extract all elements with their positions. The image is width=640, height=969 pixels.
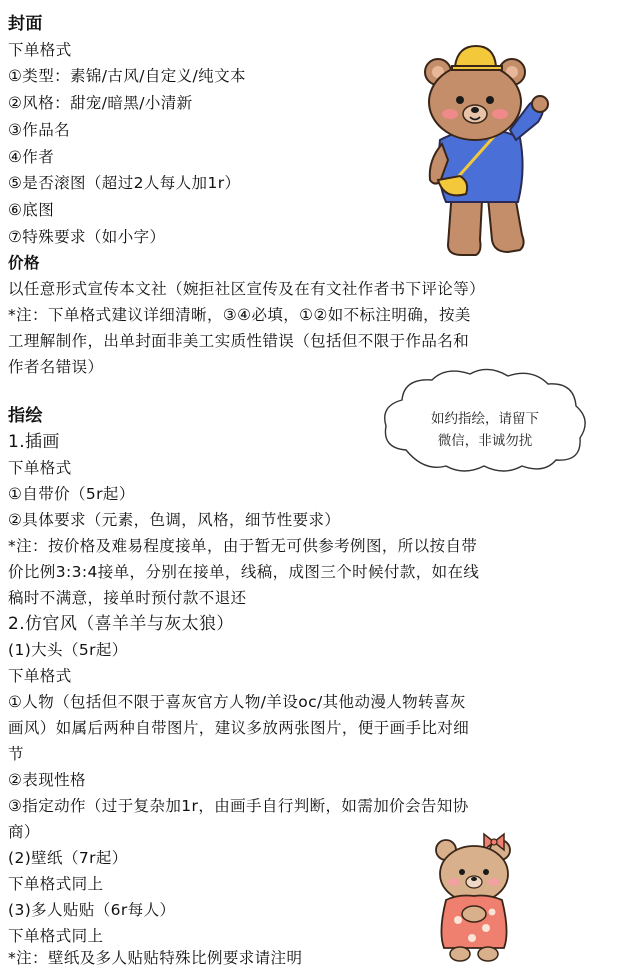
drawing-sub1-item-1-end: 节 (8, 745, 24, 763)
drawing-sub2-title: (2)壁纸（7r起） (8, 849, 128, 867)
bear-bow-sticker (428, 828, 524, 966)
drawing-sub1-item-2: ②表现性格 (8, 771, 86, 789)
cover-item-author: ④作者 (8, 148, 55, 166)
cover-note-line-2: 工理解制作，出单封面非美工实质性错误（包括但不限于作品名和 (8, 332, 470, 350)
cloud-note-line-2: 微信，非诚勿扰 (437, 433, 533, 449)
drawing-sub3-format: 下单格式同上 (8, 927, 104, 945)
cloud-note-line-1: 如约指绘，请留下 (431, 411, 539, 427)
drawing-section1-format: 下单格式 (8, 459, 72, 477)
drawing-sub1-format: 下单格式 (8, 667, 72, 685)
cover-item-title: ③作品名 (8, 121, 70, 139)
bear-hat-sticker (410, 40, 555, 260)
drawing-section1-item-1: ①自带价（5r起） (8, 485, 135, 503)
cover-note-line-1: *注：下单格式建议详细清晰，③④必填，①②如不标注明确，按美 (8, 306, 471, 324)
drawing-section2-title: 2.仿官风（喜羊羊与灰太狼） (8, 614, 234, 634)
drawing-sub1-title: (1)大头（5r起） (8, 641, 128, 659)
cover-item-special: ⑦特殊要求（如小字） (8, 228, 166, 246)
drawing-sub1-item-1: ①人物（包括但不限于喜灰官方人物/羊设oc/其他动漫人物转喜灰 (8, 693, 466, 711)
drawing-sub1-item-3: ③指定动作（过于复杂加1r，由画手自行判断，如需加价会告知协 (8, 797, 469, 815)
drawing-sub1-item-3-end: 商） (8, 823, 40, 841)
drawing-sub3-title: (3)多人贴贴（6r每人） (8, 901, 176, 919)
cover-item-rolling: ⑤是否滚图（超过2人每人加1r） (8, 174, 241, 192)
cover-note-line-3: 作者名错误） (8, 358, 104, 376)
drawing-final-note: *注：壁纸及多人贴贴特殊比例要求请注明 (8, 949, 303, 967)
cover-price-text: 以任意形式宣传本文社（婉拒社区宣传及在有文社作者书下评论等） (8, 280, 486, 298)
drawing-section1-note-2: 价比例3:3:4接单，分别在接单，线稿，成图三个时候付款，如在线 (8, 563, 480, 581)
cover-heading: 封面 (8, 14, 43, 34)
drawing-sub1-item-1-cont: 画风）如属后两种自带图片，建议多放两张图片，便于画手比对细 (8, 719, 470, 737)
drawing-section1-item-2: ②具体要求（元素，色调，风格，细节性要求） (8, 511, 341, 529)
drawing-section1-title: 1.插画 (8, 432, 60, 452)
cover-order-format: 下单格式 (8, 41, 72, 59)
drawing-heading: 指绘 (8, 406, 43, 426)
cover-item-style: ②风格：甜宠/暗黑/小清新 (8, 94, 193, 112)
drawing-sub2-format: 下单格式同上 (8, 875, 104, 893)
cover-item-type: ①类型：素锦/古风/自定义/纯文本 (8, 67, 246, 85)
cloud-note-text (395, 408, 575, 452)
cover-item-background: ⑥底图 (8, 201, 55, 219)
drawing-section1-note-1: *注：按价格及难易程度接单，由于暂无可供参考例图，所以按自带 (8, 537, 478, 555)
cover-price-label: 价格 (8, 254, 40, 272)
drawing-section1-note-3: 稿时不满意，接单时预付款不退还 (8, 589, 247, 607)
